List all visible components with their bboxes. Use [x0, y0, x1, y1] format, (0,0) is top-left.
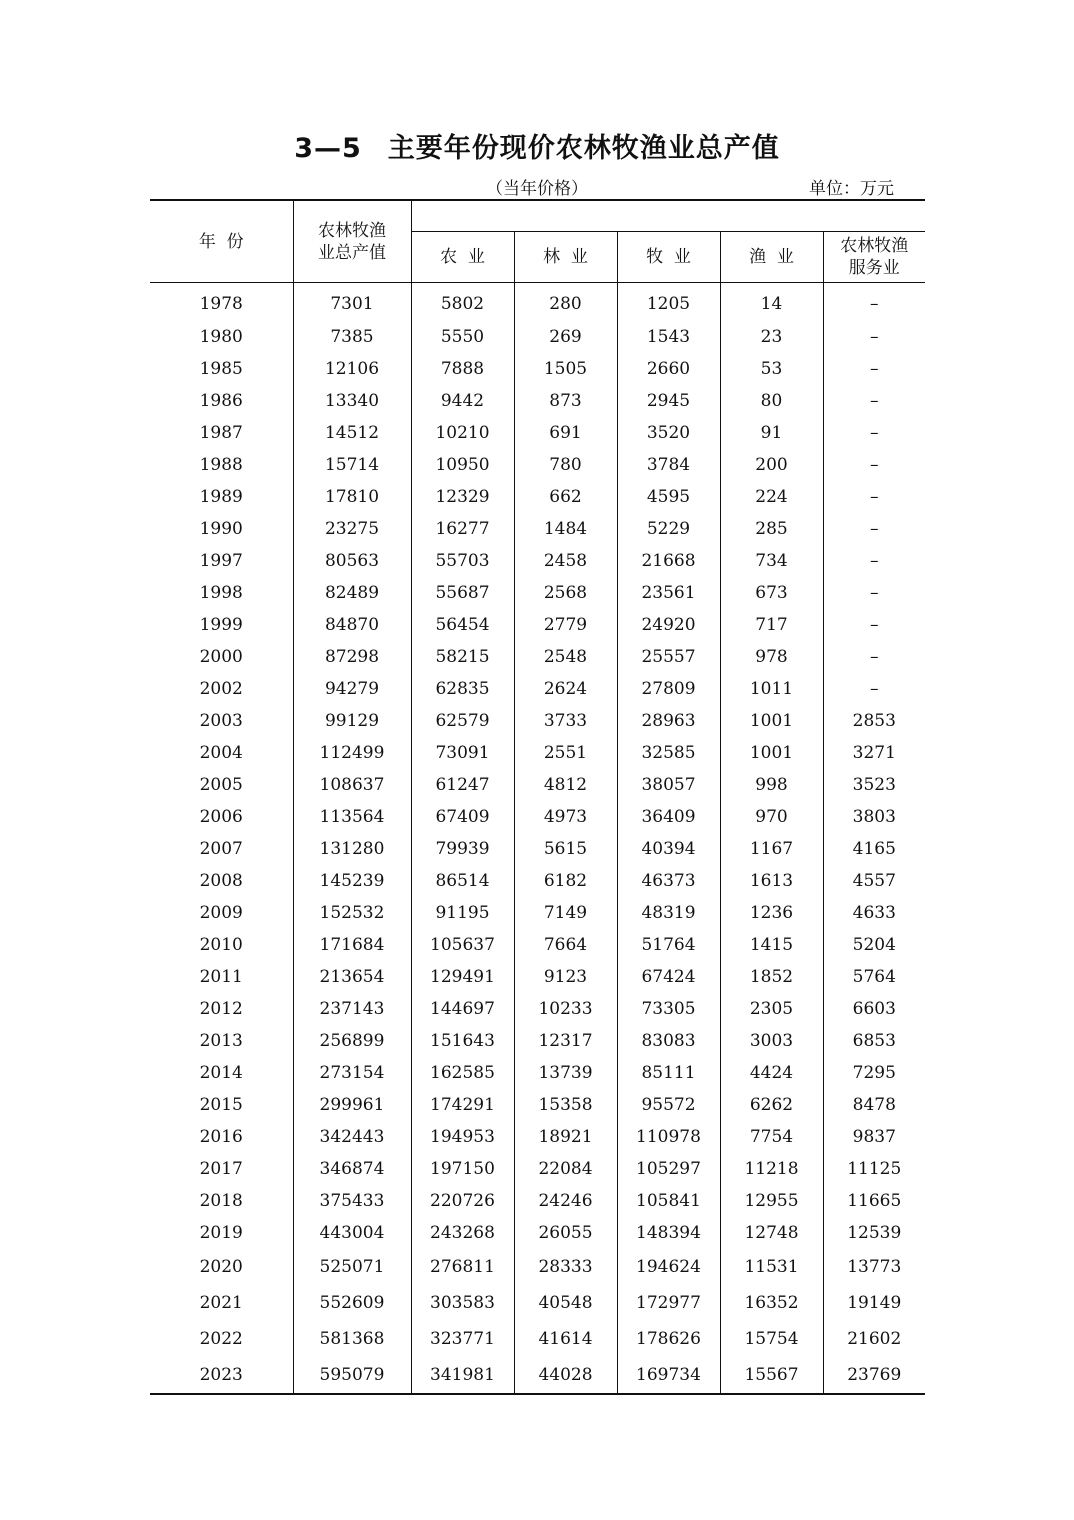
- table-row: [150, 1185, 925, 1217]
- cell-agriculture: 58215: [411, 641, 514, 673]
- cell-service: –: [823, 545, 925, 577]
- cell-husbandry: 23561: [617, 577, 720, 609]
- table-row: [150, 1025, 925, 1057]
- cell-fishery: 1236: [720, 897, 823, 929]
- cell-fishery: 717: [720, 609, 823, 641]
- cell-year: 2022: [199, 1329, 243, 1349]
- cell-fishery: 978: [720, 641, 823, 673]
- cell-agriculture: 9442: [411, 385, 514, 417]
- cell-agriculture: 61247: [411, 769, 514, 801]
- cell-husbandry: 38057: [617, 769, 720, 801]
- cell-forestry: 7149: [514, 897, 617, 929]
- table-row: [150, 1249, 925, 1285]
- table-row: [150, 577, 925, 609]
- cell-agriculture: 162585: [411, 1057, 514, 1089]
- cell-agriculture: 323771: [411, 1321, 514, 1357]
- cell-fishery: 1167: [720, 833, 823, 865]
- cell-fishery: 1001: [720, 737, 823, 769]
- cell-year: 1997: [199, 551, 243, 571]
- cell-forestry: 1505: [514, 353, 617, 385]
- cell-total: 595079: [293, 1357, 411, 1394]
- header-service-line1: 农林牧渔: [840, 236, 909, 256]
- cell-forestry: 10233: [514, 993, 617, 1025]
- cell-total: 15714: [293, 449, 411, 481]
- cell-agriculture: 151643: [411, 1025, 514, 1057]
- table-row: [150, 769, 925, 801]
- cell-service: 23769: [823, 1357, 925, 1394]
- cell-forestry: 1484: [514, 513, 617, 545]
- cell-year: 1987: [199, 423, 243, 443]
- cell-fishery: 3003: [720, 1025, 823, 1057]
- cell-forestry: 280: [514, 283, 617, 322]
- cell-forestry: 26055: [514, 1217, 617, 1249]
- cell-husbandry: 48319: [617, 897, 720, 929]
- cell-year: 2002: [199, 679, 243, 699]
- cell-agriculture: 56454: [411, 609, 514, 641]
- table-row: [150, 609, 925, 641]
- cell-husbandry: 36409: [617, 801, 720, 833]
- cell-forestry: 2779: [514, 609, 617, 641]
- table-row: [150, 865, 925, 897]
- cell-total: 237143: [293, 993, 411, 1025]
- cell-agriculture: 62835: [411, 673, 514, 705]
- cell-husbandry: 5229: [617, 513, 720, 545]
- cell-forestry: 24246: [514, 1185, 617, 1217]
- cell-total: 13340: [293, 385, 411, 417]
- table-row: [150, 705, 925, 737]
- cell-fishery: 998: [720, 769, 823, 801]
- cell-fishery: 16352: [720, 1285, 823, 1321]
- cell-agriculture: 197150: [411, 1153, 514, 1185]
- cell-year: 2023: [150, 1357, 293, 1394]
- cell-agriculture: 194953: [411, 1121, 514, 1153]
- header-total-line1: 农林牧渔: [318, 220, 386, 241]
- cell-service: 19149: [823, 1285, 925, 1321]
- cell-total: 552609: [293, 1285, 411, 1321]
- cell-husbandry: 51764: [617, 929, 720, 961]
- cell-total: 94279: [293, 673, 411, 705]
- cell-agriculture: 91195: [411, 897, 514, 929]
- cell-agriculture: 105637: [411, 929, 514, 961]
- cell-husbandry: 95572: [617, 1089, 720, 1121]
- cell-husbandry: 105297: [617, 1153, 720, 1185]
- cell-husbandry: 32585: [617, 737, 720, 769]
- cell-year: 2009: [199, 903, 243, 923]
- table-row: [150, 833, 925, 865]
- cell-total: 443004: [293, 1217, 411, 1249]
- cell-service: 3803: [823, 801, 925, 833]
- cell-husbandry: 172977: [617, 1285, 720, 1321]
- table-row: [150, 929, 925, 961]
- cell-year: 2005: [199, 775, 243, 795]
- cell-total: 80563: [293, 545, 411, 577]
- header-service-line2: 服务业: [848, 258, 900, 278]
- cell-forestry: 2551: [514, 737, 617, 769]
- cell-fishery: 15567: [720, 1357, 823, 1394]
- table-row: [150, 283, 925, 322]
- cell-husbandry: 169734: [617, 1357, 720, 1394]
- cell-year: 1988: [199, 455, 243, 475]
- header-husbandry: [617, 232, 720, 283]
- cell-fishery: 673: [720, 577, 823, 609]
- cell-service: 21602: [823, 1321, 925, 1357]
- cell-year: 1990: [199, 519, 243, 539]
- cell-service: 9837: [823, 1121, 925, 1153]
- cell-year: 2004: [199, 743, 243, 763]
- cell-forestry: 13739: [514, 1057, 617, 1089]
- cell-agriculture: 7888: [411, 353, 514, 385]
- cell-agriculture: 10210: [411, 417, 514, 449]
- cell-service: –: [823, 449, 925, 481]
- cell-total: 23275: [293, 513, 411, 545]
- cell-total: 108637: [293, 769, 411, 801]
- cell-agriculture: 129491: [411, 961, 514, 993]
- cell-husbandry: 2945: [617, 385, 720, 417]
- cell-husbandry: 178626: [617, 1321, 720, 1357]
- header-agriculture: [411, 232, 514, 283]
- cell-service: 7295: [823, 1057, 925, 1089]
- cell-agriculture: 73091: [411, 737, 514, 769]
- cell-agriculture: 276811: [411, 1249, 514, 1285]
- cell-year: 2000: [199, 647, 243, 667]
- table-row: [150, 1285, 925, 1321]
- cell-agriculture: 243268: [411, 1217, 514, 1249]
- cell-forestry: 9123: [514, 961, 617, 993]
- table-header: [150, 200, 925, 283]
- cell-service: –: [823, 641, 925, 673]
- cell-fishery: 14: [720, 283, 823, 322]
- cell-year: 2008: [199, 871, 243, 891]
- cell-agriculture: 220726: [411, 1185, 514, 1217]
- table-number: 3—5: [294, 133, 362, 164]
- cell-forestry: 662: [514, 481, 617, 513]
- table-row: [150, 481, 925, 513]
- cell-husbandry: 21668: [617, 545, 720, 577]
- cell-total: 112499: [293, 737, 411, 769]
- cell-fishery: 53: [720, 353, 823, 385]
- cell-total: 299961: [293, 1089, 411, 1121]
- cell-total: 342443: [293, 1121, 411, 1153]
- cell-service: 3271: [823, 737, 925, 769]
- cell-year: 2011: [199, 967, 243, 987]
- table-row: [150, 545, 925, 577]
- cell-husbandry: 28963: [617, 705, 720, 737]
- cell-total: 256899: [293, 1025, 411, 1057]
- cell-forestry: 873: [514, 385, 617, 417]
- cell-year: 1986: [199, 391, 243, 411]
- cell-forestry: 4812: [514, 769, 617, 801]
- cell-agriculture: 303583: [411, 1285, 514, 1321]
- cell-husbandry: 2660: [617, 353, 720, 385]
- cell-fishery: 23: [720, 321, 823, 353]
- table-row: [150, 385, 925, 417]
- table-row: [150, 673, 925, 705]
- cell-forestry: 40548: [514, 1285, 617, 1321]
- cell-service: 4165: [823, 833, 925, 865]
- table-row: [150, 449, 925, 481]
- cell-fishery: 11218: [720, 1153, 823, 1185]
- table-row: [150, 961, 925, 993]
- cell-husbandry: 4595: [617, 481, 720, 513]
- unit-label: 单位：万元: [809, 179, 894, 199]
- cell-forestry: 2458: [514, 545, 617, 577]
- cell-forestry: 5615: [514, 833, 617, 865]
- cell-forestry: 41614: [514, 1321, 617, 1357]
- cell-forestry: 2548: [514, 641, 617, 673]
- cell-fishery: 7754: [720, 1121, 823, 1153]
- cell-year: 1978: [199, 294, 243, 314]
- cell-husbandry: 1205: [617, 283, 720, 322]
- cell-total: 7385: [293, 321, 411, 353]
- cell-year: 2014: [199, 1063, 243, 1083]
- title-text: 主要年份现价农林牧渔业总产值: [387, 133, 780, 164]
- cell-year: 1985: [199, 359, 243, 379]
- cell-forestry: 6182: [514, 865, 617, 897]
- price-basis-note: （当年价格）: [486, 179, 588, 199]
- cell-total: 113564: [293, 801, 411, 833]
- cell-fishery: 1415: [720, 929, 823, 961]
- cell-service: 11125: [823, 1153, 925, 1185]
- cell-year: 2017: [199, 1159, 243, 1179]
- header-group-spacer: [411, 200, 925, 232]
- cell-service: –: [823, 321, 925, 353]
- cell-service: 13773: [823, 1249, 925, 1285]
- cell-service: 3523: [823, 769, 925, 801]
- cell-agriculture: 341981: [411, 1357, 514, 1394]
- page-title: [0, 126, 1074, 165]
- cell-year: 2006: [199, 807, 243, 827]
- cell-service: –: [823, 577, 925, 609]
- cell-year: 2012: [199, 999, 243, 1019]
- cell-total: 12106: [293, 353, 411, 385]
- cell-total: 17810: [293, 481, 411, 513]
- cell-total: 375433: [293, 1185, 411, 1217]
- cell-husbandry: 110978: [617, 1121, 720, 1153]
- cell-service: 2853: [823, 705, 925, 737]
- cell-year: 2016: [199, 1127, 243, 1147]
- header-service: [823, 232, 925, 283]
- cell-service: –: [823, 283, 925, 322]
- cell-agriculture: 174291: [411, 1089, 514, 1121]
- cell-year: 2003: [199, 711, 243, 731]
- header-fishery: [720, 232, 823, 283]
- cell-husbandry: 105841: [617, 1185, 720, 1217]
- cell-fishery: 285: [720, 513, 823, 545]
- cell-service: 5764: [823, 961, 925, 993]
- cell-year: 2021: [199, 1293, 243, 1313]
- cell-total: 84870: [293, 609, 411, 641]
- table-row: [150, 1153, 925, 1185]
- cell-service: 11665: [823, 1185, 925, 1217]
- cell-husbandry: 73305: [617, 993, 720, 1025]
- cell-fishery: 970: [720, 801, 823, 833]
- cell-year: 2018: [199, 1191, 243, 1211]
- cell-year: 2010: [199, 935, 243, 955]
- cell-agriculture: 55687: [411, 577, 514, 609]
- cell-year: 1999: [199, 615, 243, 635]
- cell-year: 1989: [199, 487, 243, 507]
- cell-forestry: 4973: [514, 801, 617, 833]
- cell-fishery: 6262: [720, 1089, 823, 1121]
- cell-service: –: [823, 353, 925, 385]
- cell-year: 1980: [199, 327, 243, 347]
- cell-service: –: [823, 481, 925, 513]
- cell-total: 145239: [293, 865, 411, 897]
- header-total-output: [293, 200, 411, 283]
- cell-total: 273154: [293, 1057, 411, 1089]
- cell-year: 2020: [199, 1257, 243, 1277]
- cell-husbandry: 85111: [617, 1057, 720, 1089]
- table-row: [150, 993, 925, 1025]
- cell-fishery: 2305: [720, 993, 823, 1025]
- cell-forestry: 12317: [514, 1025, 617, 1057]
- header-year: [150, 200, 293, 283]
- cell-fishery: 1001: [720, 705, 823, 737]
- cell-fishery: 12955: [720, 1185, 823, 1217]
- cell-agriculture: 144697: [411, 993, 514, 1025]
- cell-husbandry: 40394: [617, 833, 720, 865]
- cell-forestry: 2624: [514, 673, 617, 705]
- cell-year: 2015: [199, 1095, 243, 1115]
- cell-service: –: [823, 673, 925, 705]
- cell-fishery: 15754: [720, 1321, 823, 1357]
- cell-total: 7301: [293, 283, 411, 322]
- cell-total: 581368: [293, 1321, 411, 1357]
- header-total-line2: 业总产值: [318, 242, 386, 263]
- cell-service: 6853: [823, 1025, 925, 1057]
- cell-service: –: [823, 609, 925, 641]
- cell-forestry: 780: [514, 449, 617, 481]
- cell-husbandry: 3784: [617, 449, 720, 481]
- cell-service: 6603: [823, 993, 925, 1025]
- cell-forestry: 28333: [514, 1249, 617, 1285]
- cell-husbandry: 27809: [617, 673, 720, 705]
- cell-husbandry: 1543: [617, 321, 720, 353]
- table-row: [150, 1357, 925, 1394]
- header-husbandry-label: 牧 业: [646, 247, 691, 267]
- cell-forestry: 44028: [514, 1357, 617, 1394]
- cell-fishery: 224: [720, 481, 823, 513]
- table-row: [150, 321, 925, 353]
- cell-total: 87298: [293, 641, 411, 673]
- table-row: [150, 801, 925, 833]
- cell-fishery: 12748: [720, 1217, 823, 1249]
- table-row: [150, 641, 925, 673]
- cell-service: –: [823, 513, 925, 545]
- cell-fishery: 80: [720, 385, 823, 417]
- cell-agriculture: 55703: [411, 545, 514, 577]
- cell-service: 8478: [823, 1089, 925, 1121]
- cell-forestry: 691: [514, 417, 617, 449]
- table-row: [150, 1057, 925, 1089]
- cell-service: 5204: [823, 929, 925, 961]
- output-value-table: [150, 199, 925, 1395]
- cell-agriculture: 5802: [411, 283, 514, 322]
- table-row: [150, 1121, 925, 1153]
- cell-total: 213654: [293, 961, 411, 993]
- cell-husbandry: 67424: [617, 961, 720, 993]
- cell-fishery: 734: [720, 545, 823, 577]
- cell-fishery: 200: [720, 449, 823, 481]
- table-row: [150, 737, 925, 769]
- cell-total: 346874: [293, 1153, 411, 1185]
- header-forestry-label: 林 业: [543, 247, 588, 267]
- cell-agriculture: 79939: [411, 833, 514, 865]
- cell-fishery: 4424: [720, 1057, 823, 1089]
- cell-husbandry: 148394: [617, 1217, 720, 1249]
- cell-year: 1998: [199, 583, 243, 603]
- cell-forestry: 22084: [514, 1153, 617, 1185]
- cell-year: 2007: [199, 839, 243, 859]
- cell-forestry: 15358: [514, 1089, 617, 1121]
- cell-fishery: 91: [720, 417, 823, 449]
- header-forestry: [514, 232, 617, 283]
- table-body: [150, 283, 925, 1395]
- table-row: [150, 353, 925, 385]
- cell-fishery: 11531: [720, 1249, 823, 1285]
- cell-total: 152532: [293, 897, 411, 929]
- cell-husbandry: 194624: [617, 1249, 720, 1285]
- cell-fishery: 1613: [720, 865, 823, 897]
- cell-year: 2019: [199, 1223, 243, 1243]
- table-row: [150, 513, 925, 545]
- cell-husbandry: 3520: [617, 417, 720, 449]
- header-agriculture-label: 农 业: [440, 247, 485, 267]
- cell-total: 131280: [293, 833, 411, 865]
- cell-total: 99129: [293, 705, 411, 737]
- cell-forestry: 3733: [514, 705, 617, 737]
- cell-service: 4633: [823, 897, 925, 929]
- cell-agriculture: 16277: [411, 513, 514, 545]
- cell-total: 171684: [293, 929, 411, 961]
- header-year-label: 年 份: [198, 231, 244, 252]
- cell-service: 4557: [823, 865, 925, 897]
- cell-total: 82489: [293, 577, 411, 609]
- cell-total: 525071: [293, 1249, 411, 1285]
- cell-total: 14512: [293, 417, 411, 449]
- cell-agriculture: 86514: [411, 865, 514, 897]
- cell-forestry: 269: [514, 321, 617, 353]
- cell-agriculture: 10950: [411, 449, 514, 481]
- cell-forestry: 7664: [514, 929, 617, 961]
- cell-husbandry: 24920: [617, 609, 720, 641]
- cell-husbandry: 25557: [617, 641, 720, 673]
- table-row: [150, 1089, 925, 1121]
- cell-service: –: [823, 417, 925, 449]
- cell-fishery: 1011: [720, 673, 823, 705]
- cell-agriculture: 12329: [411, 481, 514, 513]
- table-row: [150, 1321, 925, 1357]
- cell-forestry: 18921: [514, 1121, 617, 1153]
- cell-fishery: 1852: [720, 961, 823, 993]
- cell-agriculture: 62579: [411, 705, 514, 737]
- header-fishery-label: 渔 业: [749, 247, 794, 267]
- cell-year: 2013: [199, 1031, 243, 1051]
- cell-forestry: 2568: [514, 577, 617, 609]
- cell-agriculture: 5550: [411, 321, 514, 353]
- table-row: [150, 897, 925, 929]
- cell-agriculture: 67409: [411, 801, 514, 833]
- table-row: [150, 417, 925, 449]
- cell-husbandry: 83083: [617, 1025, 720, 1057]
- cell-service: 12539: [823, 1217, 925, 1249]
- cell-husbandry: 46373: [617, 865, 720, 897]
- cell-service: –: [823, 385, 925, 417]
- table-row: [150, 1217, 925, 1249]
